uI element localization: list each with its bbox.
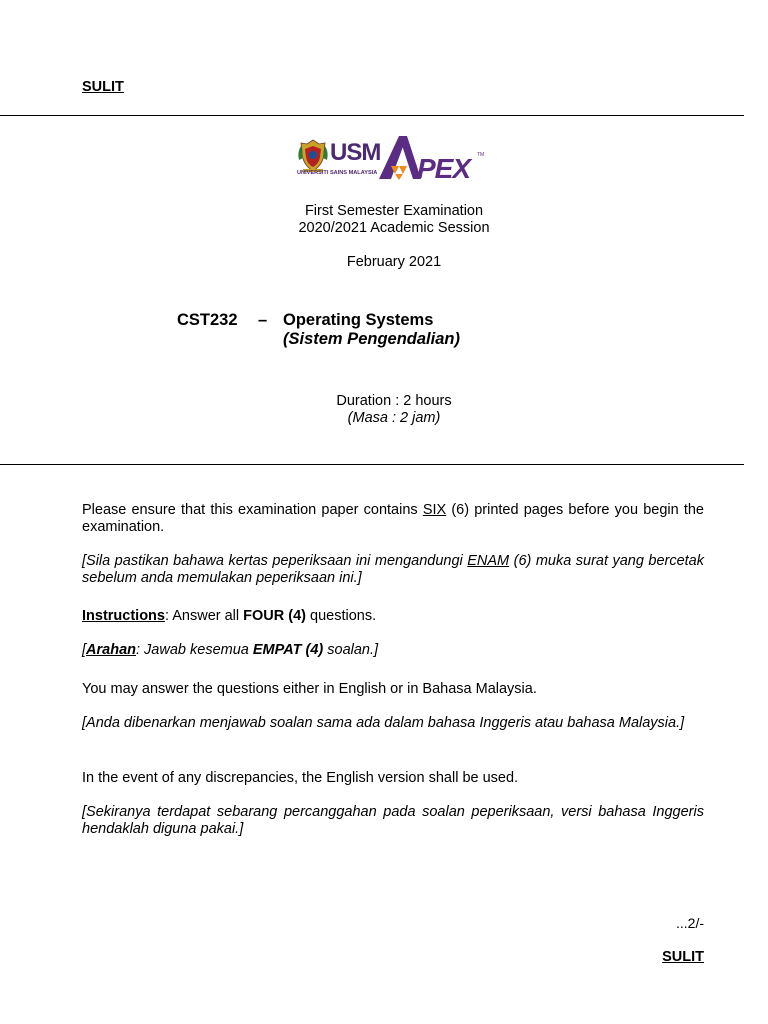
exam-date: February 2021 [346,254,442,270]
exam-semester: First Semester Examination [304,203,484,219]
apex-tm: TM [477,152,485,158]
pages-notice: Please ensure that this examination paper contains SIX (6) printed pages before you begin the examination. [82,502,704,535]
language-notice-malay: [Anda dibenarkan menjawab soalan sama ada dalam bahasa Inggeris atau bahasa Malaysia.] [82,715,685,731]
usm-wordmark: USM [330,139,381,166]
usm-crest-icon [297,138,329,174]
header-sulit-label: SULIT [82,79,124,95]
exam-duration: Duration : 2 hours [336,393,452,409]
logo-block [297,134,487,182]
top-divider [0,115,744,116]
course-title: Operating Systems [283,311,434,329]
footer-sulit-label: SULIT [662,949,704,965]
apex-logo-icon [377,134,487,182]
instructions-line-malay: [Arahan: Jawab kesemua EMPAT (4) soalan.] [82,642,379,658]
course-code: CST232 [177,311,238,329]
arahan-label: Arahan [86,642,136,658]
middle-divider [0,464,744,465]
exam-session: 2020/2021 Academic Session [298,220,490,236]
next-page-indicator: ...2/- [675,915,704,931]
pages-notice-malay: [Sila pastikan bahawa kertas peperiksaan ini mengandungi ENAM (6) muka surat yang bercetak sebelum anda memulakan peperiksaan ini.] [82,553,705,586]
pages-six-count: SIX [422,502,447,518]
instructions-line: Instructions: Answer all FOUR (4) questions. [82,608,377,624]
course-title-malay: (Sistem Pengendalian) [283,330,460,348]
svg-text:PEX: PEX [417,153,471,182]
usm-subtitle: UNIVERSITI SAINS MALAYSIA [297,170,378,176]
course-dash: – [258,311,268,329]
instructions-label: Instructions [82,608,165,624]
pages-enam-count: ENAM [467,553,510,569]
exam-duration-malay: (Masa : 2 jam) [347,410,441,426]
discrepancy-notice: In the event of any discrepancies, the English version shall be used. [82,770,519,786]
discrepancy-notice-malay: [Sekiranya terdapat sebarang percanggahan pada soalan peperiksaan, versi bahasa Inggeris hendaklah diguna pakai.] [82,804,704,837]
language-notice: You may answer the questions either in English or in Bahasa Malaysia. [82,681,537,697]
